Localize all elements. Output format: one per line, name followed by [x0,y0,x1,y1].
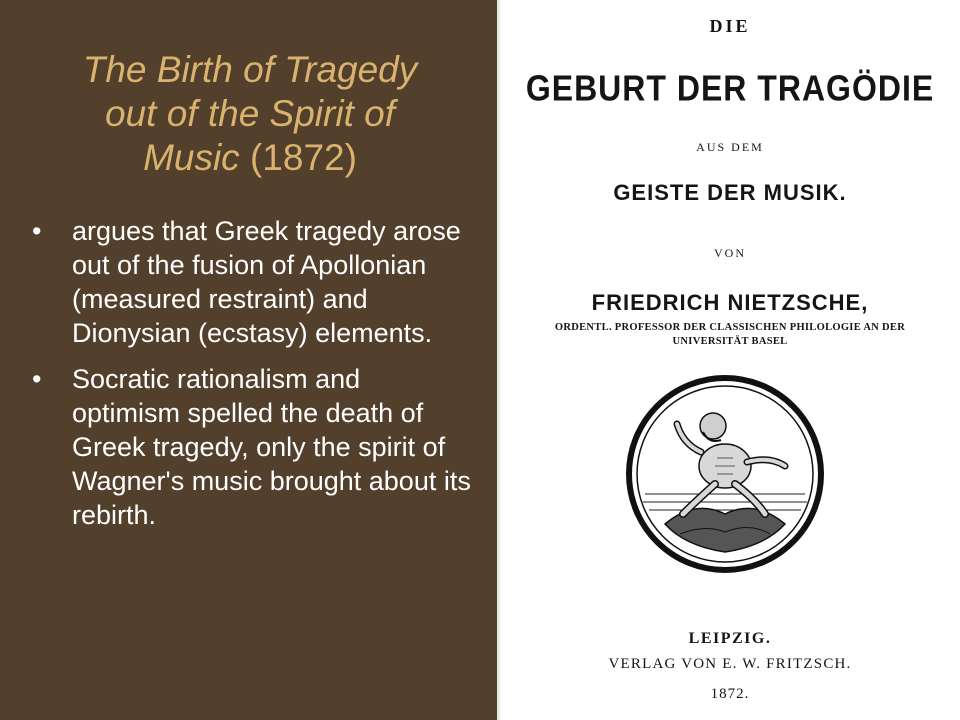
book-title-page [500,0,960,720]
title-page-subtitle: GEISTE DER MUSIK. [613,180,847,205]
title-line-1: The Birth of Tragedy [82,49,418,90]
title-page-author: FRIEDRICH NIETZSCHE, [591,290,869,315]
title-page-city: LEIPZIG. [688,630,772,647]
prometheus-vignette-icon [625,374,825,574]
title-year: (1872) [239,137,357,178]
title-page-main-title: GEBURT DER TRAGÖDIE [525,67,935,109]
title-page-die: DIE [709,16,751,36]
bullet-dot-icon: • [32,216,42,246]
slide-title [40,48,460,180]
bullet-item [32,214,472,350]
title-line-2: out of the Spirit of [104,93,395,134]
title-line-3: Music [143,137,240,178]
title-page-affiliation-1: ORDENTL. PROFESSOR DER CLASSISCHEN PHILOLOGIE AN DER [554,322,906,333]
title-page-aus-dem: AUS DEM [696,140,764,154]
bullet-text: Socratic rationalism and optimism spelled the death of Greek tragedy, only the spirit of Wagner's music brought about its rebirth. [72,364,471,530]
bullet-dot-icon: • [32,364,42,394]
title-page-publisher: VERLAG VON E. W. FRITZSCH. [608,656,852,672]
title-page-von: VON [714,246,746,260]
bullet-list [32,214,472,544]
bullet-text: argues that Greek tragedy arose out of the fusion of Apollonian (measured restraint) and Dionysian (ecstasy) elements. [72,216,461,348]
title-page-affiliation-2: UNIVERSITÄT BASEL [672,336,788,347]
bullet-item [32,362,472,532]
title-page-year: 1872. [710,686,750,702]
